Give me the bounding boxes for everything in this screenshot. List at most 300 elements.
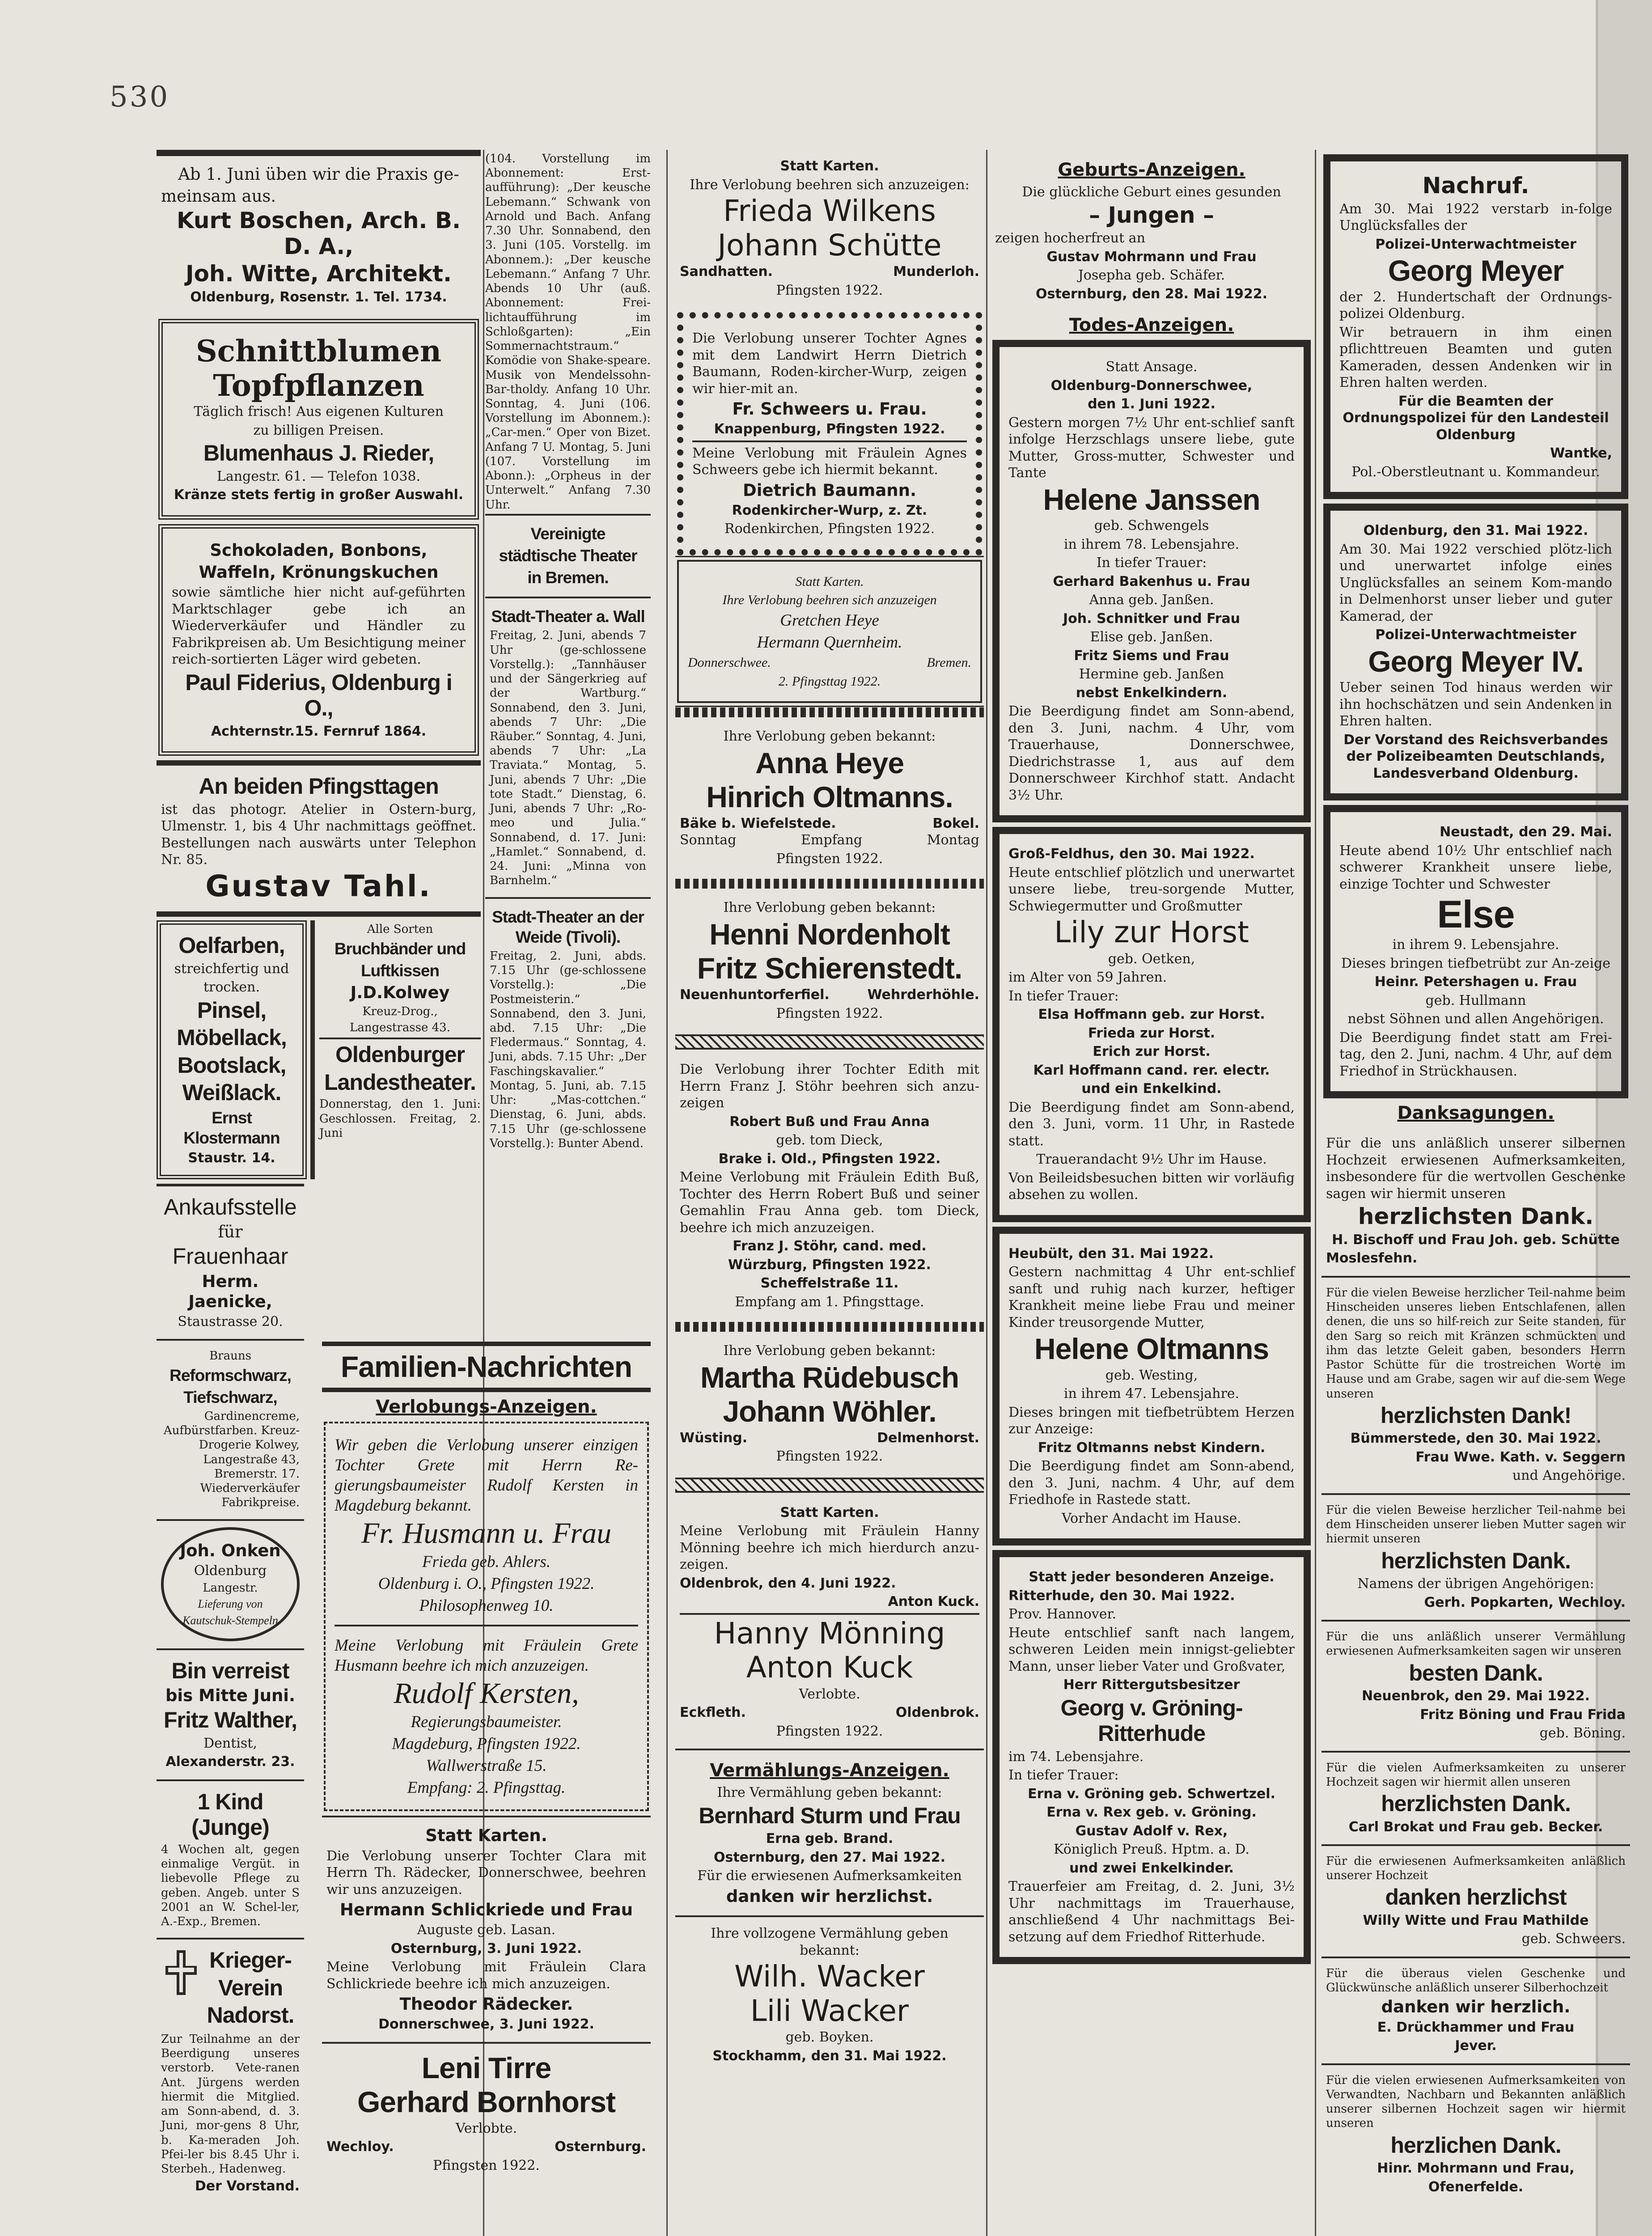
obituary-meyer [1323,154,1628,499]
ad-text: Oldenburg [194,1563,267,1579]
notice-text: Neuenbrok, den 29. Mai 1922. [1361,1688,1590,1704]
notice-text: Empfang am 1. Pfingsttage. [735,1294,924,1310]
theater-title: in Bremen. [527,568,609,587]
notice-text: Osternburg, den 28. Mai 1922. [1035,286,1268,302]
notice-place-right: Bokel. [932,815,979,831]
notice-text: Ihre Verlobung beehren sich anzuzeigen [722,593,937,608]
notice-text: Am 30. Mai 1922 verschied plötz-lich und unerwartet infolge eines Unglücksfalles an seinem Kom-mando in Delmenhorst unser lieber und guter Kamerad, der [1339,541,1612,624]
ad-title: Nadorst. [207,2003,294,2028]
notice-text: geb. Hullmann [1425,992,1526,1008]
column-rule [986,150,987,2236]
notice-text: Oldenbrok, den 4. Juni 1922. [680,1575,896,1591]
notice-text: Empfang [801,832,863,848]
notice-text: geb. Oetken, [1108,951,1195,967]
ad-text: Dentist, [203,1735,257,1751]
notice-text: Prov. Hannover. [1008,1606,1117,1622]
notice-place-left: Sandhatten. [680,264,773,280]
notice-text: Donnerschwee, 3. Juni 1922. [378,2016,594,2033]
notice-name: Carl Brokat und Frau geb. Becker. [1348,1819,1603,1835]
notice-name: Heinr. Petershagen u. Frau [1374,974,1577,990]
notice-text: nebst Söhnen und allen Angehörigen. [1347,1011,1604,1027]
notice-name: Fr. Husmann u. Frau [361,1517,612,1550]
notice-text: im Alter von 59 Jahren. [1008,970,1167,986]
notice-text: Ihre Vermählung geben bekannt: [717,1785,942,1801]
notice-text: Stockhamm, den 31. Mai 1922. [712,2048,947,2064]
notice-title: danken herzlichst [1385,1885,1567,1910]
notice-name: Gretchen Heye [780,611,879,630]
ad-title: Waffeln, Krönungskuchen [199,563,439,582]
notice-text: geb. Boyken. [785,2029,874,2045]
family-news [322,1342,651,2236]
notice-name: Franz J. Stöhr, cand. med. [733,1238,927,1254]
notice-text: geb. Schwengels [1094,518,1209,534]
notice-text: im 74. Lebensjahre. [1008,1749,1144,1765]
notice-name: Dietrich Baumann. [742,480,917,500]
notice-text: Für die erwiesenen Aufmerksamkeiten anläßlich unserer Hochzeit [1326,1855,1626,1883]
ad-text: Alle Sorten [367,923,433,936]
theater-title: Stadt-Theater an der Weide (Tivoli). [492,907,644,946]
notice-text: Osternburg, den 27. Mai 1922. [713,1849,946,1865]
notice-text: Pol.-Oberstleutnant u. Kommandeur. [1351,464,1600,480]
ad-title: Tiefschwarz, [183,1388,277,1406]
notice-geburt [991,150,1313,311]
notice-name: Fritz Schierenstedt. [697,952,962,985]
notice-place-left: Eckfleth. [680,1705,746,1721]
ad-address: Oldenburg, Rosenstr. 1. Tel. 1734. [190,289,447,305]
section-subtitle: Vermählungs-Anzeigen. [710,1760,949,1781]
notice-text: in ihrem 47. Lebensjahre. [1063,1386,1240,1402]
theater-bremen [485,514,651,597]
ad-tahl [157,760,481,911]
ad-row [157,911,481,1179]
notice-text: Dieses bringen tiefbetrübt zur An-zeige [1341,955,1610,971]
ad-text: für [218,1222,243,1242]
ad-title: Schokoladen, Bonbons, [210,540,428,560]
notice-text: Sonntag [680,832,737,848]
ad-title: Schnittblumen [196,334,441,369]
notice-title: Statt jeder besonderen Anzeige. [1029,1569,1275,1585]
mourner-name: und zwei Enkelkinder. [1069,1860,1234,1876]
ad-heading [201,1946,300,2030]
ad-kind [157,1779,304,1938]
notice-text: Brake i. Old., Pfingsten 1922. [718,1151,941,1167]
column-4 [991,150,1313,2236]
mourner-name: Fritz Oltmanns nebst Kindern. [1038,1440,1266,1456]
notice-name: Georg Meyer IV. [1368,644,1584,678]
ad-stack [157,1184,304,2204]
notice-name: Gerh. Popkarten, Wechloy. [1424,1594,1626,1610]
notice-text: Ihre Verlobung geben bekannt: [723,728,936,745]
notice-text: Scheffelstraße 11. [760,1275,899,1292]
ad-title: Reformschwarz, [169,1366,291,1385]
thanks-drueckhammer [1322,1956,1630,2063]
mourner-name: Fritz Siems und Frau [1074,648,1229,664]
ad-jaenicke [157,1186,304,1339]
notice-text: Heute abend 10½ Uhr entschlief nach schwerer Krankheit unsere liebe, einzige Tochter und Schwester [1339,843,1612,892]
ornament-border [675,1478,984,1493]
theater-title: Vereinigte [530,524,606,543]
notice-text: Für die uns anläßlich unserer Vermählung erwiesenen Aufmerksamkeiten sagen wir unseren [1326,1630,1626,1658]
notice-title: herzlichsten Dank. [1381,1548,1571,1573]
notice-text: Von Beileidsbesuchen bitten wir vorläufig absehen zu wollen. [1008,1170,1295,1203]
notice-name: H. Bischoff und Frau Joh. geb. Schütte [1332,1232,1620,1248]
notice-text: Heute entschlief sanft nach langem, schweren Leiden mein innigst-geliebter Mann, unser lieber Vater und Großvater, [1008,1625,1295,1674]
ornament-border [675,1034,984,1050]
notice-text: Der Vorstand des Reichsverbandes der Polizeibeamten Deutschlands, Landesverband Oldenburg. [1343,732,1608,781]
thanks-boening [1322,1620,1630,1750]
notice-text: Bümmerstede, den 30. Mai 1922. [1350,1431,1601,1447]
notice-text: in ihrem 78. Lebensjahre. [1063,536,1240,552]
ad-title: Ankaufsstelle [164,1194,297,1220]
ad-text: streichfertig und [174,961,289,977]
notice-places [680,1430,979,1447]
ad-text: sowie sämtliche hier nicht auf-geführten Marktschlager gebe ich an Wiederverkäufer und Händler zu Fabrikpreisen ab. Um Besichtigung meiner reich-sortierten Läger wird gebeten. [172,584,466,668]
notice-text: den 1. Juni 1922. [1088,396,1216,412]
ad-text: Möbellack, [177,1025,287,1050]
mourner-name: Gustav Adolf v. Rex, [1075,1823,1228,1839]
notice-places [688,654,971,671]
notice-name: Helene Janssen [1043,483,1260,516]
notice-name: Fritz Böning und Frau Frida [1420,1707,1626,1723]
notice-text: Für die Beamten der Ordnungspolizei für den Landesteil Oldenburg [1343,393,1609,443]
notice-date: Pfingsten 1922. [776,1448,883,1465]
thanks-seggern [1322,1276,1630,1493]
notice-name: Anton Kuck [746,1650,913,1685]
ad-kolwey2 [157,1339,304,1519]
notice-sturm [675,1749,984,1915]
notice-wacker [675,1915,984,2073]
ad-title: 1 Kind (Junge) [191,1789,269,1840]
ad-address: Langestrasse 43. [350,1021,450,1035]
notice-text: Die Beerdigung findet am Sonn-abend, den 3. Juni, nachm. 4 Uhr, auf dem Friedhofe in Rastede statt. [1008,1458,1295,1508]
notice-text: Meine Verlobung mit Fräulein Grete Husmann beehre ich mich anzuzeigen. [335,1636,638,1675]
ad-text: Ab 1. Juni üben wir die Praxis ge- [178,165,459,184]
notice-text: Groß-Feldhus, den 30. Mai 1922. [1008,846,1255,862]
mourner-name: nebst Enkelkindern. [1076,685,1228,701]
ad-text: Langestr. [203,1581,258,1595]
divider [680,1613,979,1615]
ad-title: Verein [218,1975,283,2000]
notice-name: Hinr. Mohrmann und Frau, [1377,2160,1575,2176]
mourner-name: Elsa Hoffmann geb. zur Horst. [1038,1007,1265,1023]
ornament-border [675,879,984,889]
ad-text: Zur Teilnahme an der Beerdigung unseres verstorb. Vete-ranen Ant. Jürgens werden hiermit die Mitglied. am Sonn-abend, d. 3. Juni, mor-gens 8 Uhr, b. Ka-meraden Joh. Pfei-ler bis 8.45 Uhr i. Sterbeh., Hadenweg. [161,2032,300,2176]
notice-text: Oldenburg i. O., Pfingsten 1922. [378,1574,595,1593]
family-news-header [322,1342,651,1392]
ad-name: Paul Fiderius, Oldenburg i O., [185,669,452,721]
ad-name: J.D.Kolwey [350,982,450,1002]
notice-name: Johann Schütte [717,228,942,263]
notice-place-left: Bäke b. Wiefelstede. [680,815,836,831]
notice-text: zeigen hocherfreut an [995,230,1145,246]
notice-text: Herr Rittergutsbesitzer [1063,1677,1240,1693]
notice-name: Georg Meyer [1388,254,1564,287]
ad-address: Alexanderstr. 23. [165,1754,295,1770]
notice-text: Gestern morgen 7½ Uhr ent-schlief sanft infolge Herzschlags unsere liebe, gute Mutter, Gross-mutter, Schwester und Tante [1008,415,1295,481]
column-5 [1322,150,1630,2236]
notice-name: Frieda Wilkens [723,194,936,228]
mourner-name: Joh. Schnitker und Frau [1063,610,1241,627]
notice-text: Am 30. Mai 1922 verstarb in-folge Unglücksfalles der [1339,201,1612,233]
ad-text: Brauns [209,1349,251,1363]
notice-text: Frieda geb. Ahlers. [422,1552,551,1571]
notice-name: Wantke, [1550,445,1612,462]
notice-text: Wir geben die Verlobung unserer einzigen Tochter Grete mit Herrn Re-gierungsbaumeister Rudolf Kersten in Magdeburg bekannt. [335,1436,638,1515]
divider [335,1625,638,1626]
notice-text: In tiefer Trauer: [1008,988,1119,1004]
obituary-meyer-iv [1323,504,1628,800]
theater-title: Stadt-Theater a. Wall [491,607,645,626]
notice-text: Ritterhude, den 30. Mai 1922. [1008,1588,1235,1604]
notice-name: Johann Wöhler. [723,1395,936,1428]
notice-text: Rodenkirchen, Pfingsten 1922. [724,521,935,537]
ad-text: 4 Wochen alt, gegen einmalige Vergüt. in liebevolle Pflege zu geben. Angeb. unter S 2001 an W. Schel-ler, A.-Exp., Bremen. [161,1842,300,1929]
notice-place-left: Donnerschwee. [688,655,771,670]
notice-place-right: Delmenhorst. [877,1430,979,1446]
ad-text: bis Mitte Juni. [165,1686,296,1706]
notice-title: Statt Karten. [425,1826,547,1846]
notice-text: In tiefer Trauer: [1008,1767,1119,1783]
thanks-mohrmann [1322,2063,1630,2204]
notice-title: Statt Karten. [780,158,879,174]
ad-klostermann [157,920,307,1179]
obituary-horst [992,827,1311,1222]
ad-text: Bootslack, [177,1052,286,1078]
thanks-witte [1322,1844,1630,1956]
section-subtitle: Danksagungen. [1397,1103,1555,1124]
notice-text: Die Verlobung unserer Tochter Clara mit Herrn Th. Rädecker, Donnerschwee, beehren wir uns anzuzeigen. [326,1848,646,1897]
notice-text: Für die vielen Aufmerksamkeiten zu unserer Hochzeit sagen wir hiermit allen unseren [1326,1761,1626,1789]
column-rule [1315,150,1316,2236]
thanks-becker [1322,1751,1630,1844]
notice-text: Osternburg, 3. Juni 1922. [390,1940,582,1956]
notice-name: Bernhard Sturm und Frau [699,1803,961,1828]
notice-places [326,2139,646,2156]
notice-text: Polizei-Unterwachtmeister [1375,627,1576,643]
theater-program: Freitag, 2. Juni, abds. 7.15 Uhr (ge-schlossene Vorstellg.): „Die Postmeisterin.“ Sonnabend, den 3. Juni, abd. 7.15 Uhr: „Die Fledermaus.“ Sonntag, 4. Juni, abds. 7.15 Uhr: „Der Faschingskavalier.“ Montag, 5. Juni, ab. 7.15 Uhr: „Mas-cottchen.“ Dienstag, 6. Juni, abds. 7.15 Uhr (ge-schlossene Vorstellg.): Bunter Abend. [490,949,646,1150]
notice-name: Fr. Schweers u. Frau. [732,399,927,419]
notice-text: in ihrem 9. Lebensjahre. [1392,937,1559,953]
notice-text: Die Beerdigung findet am Sonn-abend, den 3. Juni, vorm. 11 Uhr, in Rastede statt. [1008,1099,1295,1149]
notice-name: Wilh. Wacker [734,1959,925,1994]
theater-weide [485,897,651,1160]
ad-title: Topfpflanzen [213,368,424,403]
notice-name: Robert Buß und Frau Anna [729,1114,930,1130]
theater-title: städtische Theater [499,546,637,565]
notice-text: Die Verlobung unserer Tochter Agnes mit dem Landwirt Herrn Dietrich Baumann, Roden-kircher-Wurp, zeigen wir hier-mit an. [692,330,967,397]
notice-name: Willy Witte und Frau Mathilde [1363,1912,1589,1928]
notice-text: Für die vielen erwiesenen Aufmerksamkeiten von Verwandten, Nachbarn und Bekannten anläßlich unserer silbernen Hochzeit sagen wir hiermit unseren [1326,2073,1626,2130]
ad-title: Oldenburger [335,1042,465,1067]
notice-name: Gerhard Bornhorst [357,2085,616,2119]
notice-name: Henni Nordenholt [709,917,950,951]
notice-text: Montag [927,832,979,848]
ad-text: Gardinencreme, Aufbürstfarben. Kreuz-Drogerie Kolwey, Langestraße 43, Bremerstr. 17. Wiederverkäufer Fabrikpreise. [163,1409,300,1510]
section-subtitle: Geburts-Anzeigen. [1058,160,1245,180]
ad-rieder [158,319,479,520]
notice-title: Statt Karten. [780,1504,879,1520]
notice-text: Oldenburg, den 31. Mai 1922. [1363,523,1588,539]
divider [692,440,967,442]
notice-place-right: Bremen. [927,655,971,670]
notice-text: Heute entschlief plötzlich und unerwartet unsere liebe, treu-sorgende Mutter, Schwiegermutter und Großmutter [1008,864,1295,914]
notice-place-left: Wüsting. [680,1430,748,1446]
ad-title: Krieger- [209,1948,292,1973]
notice-title: herzlichsten Dank. [1358,1203,1594,1230]
notice-text: Philosophenweg 10. [419,1596,554,1615]
ornament-border [675,707,984,717]
ad-text: Täglich frisch! Aus eigenen Kulturen [194,404,444,420]
notice-heye [677,560,982,703]
notice-title: herzlichsten Dank! [1380,1402,1572,1428]
notice-name: Lili Wacker [750,1993,909,2028]
notice-text: Ihre vollzogene Vermählung geben bekannt: [711,1926,949,1958]
theater-wall [485,597,651,897]
notice-text: Für die erwiesenen Aufmerksamkeiten [697,1868,962,1884]
stamp-oval [161,1527,300,1641]
notice-title: herzlichen Dank. [1390,2132,1561,2158]
ad-title: Bin verreist [171,1658,289,1683]
notice-text: Wallwerstraße 15. [426,1757,547,1775]
ad-text: Pinsel, [197,997,267,1023]
notice-text: Ihre Verlobung beehren sich anzuzeigen: [690,177,970,193]
notice-text: Regierungsbaumeister. [411,1712,562,1731]
notice-text: Empfang: 2. Pfingsttag. [407,1779,566,1797]
ad-name: Herm. Jaenicke, [188,1271,272,1311]
notice-text: Moslesfehn. [1326,1250,1418,1266]
ad-text: zu billigen Preisen. [253,422,384,438]
notice-name: Anna Heye [755,746,904,779]
notice-buss [675,1053,984,1319]
notice-husmann [324,1422,649,1812]
notice-place-left: Wechloy. [326,2139,394,2155]
notice-name: E. Drückhammer und Frau [1377,2019,1575,2035]
ad-text: trocken. [203,979,260,995]
mourner-name: Karl Hoffmann cand. rer. electr. [1033,1062,1270,1078]
ad-fiderius [158,524,479,756]
notice-text: Meine Verlobung mit Fräulein Agnes Schweers gebe ich hiermit bekannt. [692,445,967,478]
ad-text: meinsam aus. [161,186,276,206]
notice-text: geb. tom Dieck, [776,1132,883,1148]
ad-name: Joh. Witte, Architekt. [185,261,452,287]
notice-text: danken wir herzlichst. [726,1886,933,1906]
notice-text: geb. Schweers. [1521,1931,1626,1947]
ad-text: Kränze stets fertig in großer Auswahl. [174,487,464,503]
ad-address: Staustr. 14. [188,1150,275,1166]
mourner-name: Erna v. Rex geb. v. Gröning. [1046,1804,1257,1821]
notice-ruedebusch [675,1334,984,1474]
ad-name: Blumenhaus J. Rieder, [203,440,434,466]
notice-place-left: Neuenhuntorferfiel. [680,987,830,1003]
ad-title: Landestheater. [324,1069,476,1095]
notice-name: Hinrich Oltmanns. [706,780,953,814]
notice-title: herzlichsten Dank. [1381,1791,1571,1816]
mourner-name: und ein Enkelkind. [1081,1081,1222,1097]
notice-date: Pfingsten 1922. [776,282,883,298]
page-number: 530 [110,80,170,114]
section-title: Familien-Nachrichten [340,1350,632,1383]
ad-walther [157,1648,304,1779]
ad-name: Kurt Boschen, Arch. B. D. A., [177,208,461,259]
notice-name: Hanny Mönning [714,1616,945,1651]
thanks-bischoff [1322,1127,1630,1276]
ornament-border [675,1322,984,1332]
notice-title: Statt Karten. [795,574,864,589]
notice-text: geb. Böning. [1539,1725,1626,1741]
notice-text: Oldenburg-Donnerschwee, [1051,377,1253,394]
notice-text: Die Beerdigung findet am Sonn-abend, den 3. Juni, nachm. 4 Uhr, vom Trauerhause, Donnerschwee, Diedrichstrasse 1, aus auf dem Donnerschweer Kirchhof statt. Andacht 3½ Uhr. [1008,703,1295,803]
notice-name: – Jungen – [1089,202,1214,228]
notice-name: Anton Kuck. [888,1594,979,1610]
notice-text: Die glückliche Geburt eines gesunden [1022,184,1281,200]
notice-text: Für die überaus vielen Geschenke und Glückwünsche anläßlich unserer Silberhochzeit [1326,1966,1626,1995]
notice-date: 2. Pfingsttag 1922. [778,673,881,689]
ad-boschen [157,150,481,314]
notice-text: Meine Verlobung mit Fräulein Edith Buß, Tochter des Herrn Robert Buß und seiner Gemahlin Frau Anna geb. tom Dieck, beehre ich mich anzuzeigen. [680,1169,979,1236]
notice-text: Josepha geb. Schäfer. [1078,267,1225,283]
notice-place-right: Munderloh. [893,264,979,280]
notice-text: Vorher Andacht im Hause. [1062,1510,1241,1526]
notice-name: Hermann Schlickriede und Frau [339,1900,633,1920]
notice-text: Gestern nachmittag 4 Uhr ent-schlief sanft und ruhig nach kurzer, heftiger Krankheit meine liebe Frau und meiner Kinder treusorgende Mutter, [1008,1264,1295,1330]
notice-title: Nachruf. [1422,173,1529,199]
ad-name: Ernst Klostermann [183,1108,280,1147]
obituary-groening [992,1550,1311,1964]
notice-places [680,987,979,1004]
ad-title: Luftkissen [360,961,440,980]
column-3 [675,150,984,2236]
ad-text: Oelfarben, [178,933,285,958]
notice-name: Rudolf Kersten, [394,1677,579,1710]
notice-name: Hermann Quernheim. [757,633,902,652]
ad-onken [157,1519,304,1648]
notice-title: danken wir herzlich. [1381,1997,1571,2017]
notice-date: Pfingsten 1922. [776,851,883,867]
ad-text: Lieferung von [198,1597,263,1611]
mourner-name: Frieda zur Horst. [1088,1025,1216,1041]
notice-text: Ihre Verlobung geben bekannt: [723,1343,936,1359]
ad-name: Fritz Walther, [163,1707,297,1733]
notice-nordenholt [675,891,984,1031]
notice-place-right: Osternburg. [555,2139,646,2155]
notice-text: Heubült, den 31. Mai 1922. [1008,1245,1214,1262]
notice-text: Trauerfeier am Freitag, d. 2. Juni, 3½ Uhr nachmittags im Trauerhause, anschließend 4 Uhr nachmittags Bei-setzung auf dem Friedhof Ritterhude. [1008,1879,1295,1945]
notice-date: Pfingsten 1922. [433,2157,540,2173]
mourner-name: Hermine geb. Janßen [1079,666,1224,682]
notice-place-right: Oldenbrok. [895,1705,979,1721]
iron-cross-icon [161,1946,201,1999]
notice-text: Für die vielen Beweise herzlicher Teil-nahme bei dem Hinscheiden unserer lieben Mutter sagen wir hiermit unseren [1326,1503,1626,1546]
section-subtitle: Verlobungs-Anzeigen. [376,1396,597,1417]
notice-text: Die Beerdigung findet statt am Frei-tag, den 2. Juni, nachm. 4 Uhr, auf dem Friedhof in Strückhausen. [1339,1029,1612,1079]
notice-text: Polizei-Unterwachtmeister [1375,236,1576,252]
column-2 [485,150,651,1341]
notice-date: Pfingsten 1922. [776,1005,883,1021]
theater-program: (104. Vorstellung im Abonnement: Erst-aufführung): „Der keusche Lebemann.“ Schwank von Arnold und Bach. Anfang 7.30 Uhr. Sonnabend, den 3. Juni (105. Vorstellg. im Abonnem.): „Der keusche Lebemann.“ Anfang 7 Uhr. Abends 10 Uhr (auß. Abonnement: Frei-lichtaufführung im Schloßgarten): „Ein Sommernachtstraum.“ Komödie von Shake-speare. Musik von Mendelssohn-Bar-tholdy. Anfang 10 Uhr. Sonntag, 4. Juni (106. Vorstellung im Abonnem.): „Car-men.“ Oper von Bizet. Anfang 7 U. Montag, 5. Juni (107. Vorstellung im Abonn.): „Orpheus in der Unterwelt.“ Anfang 7.30 Uhr. [485,152,651,512]
notice-name: Frau Wwe. Kath. v. Seggern [1415,1449,1626,1465]
ad-title: Frauenhaar [172,1244,288,1269]
notice-text: Ihre Verlobung geben bekannt: [723,900,936,916]
ad-text: ist das photogr. Atelier in Ostern-burg, Ulmenstr. 1, bis 4 Uhr nachmittags geöffnet. Bestellungen nach auswärts unter Telephon Nr. 85. [161,801,476,868]
notice-date: Pfingsten 1922. [776,1723,883,1739]
notice-text: Verlobte. [799,1686,860,1702]
ad-title: Bruchbänder und [334,939,466,958]
notice-text: Wir betrauern in ihm einen pflichttreuen Beamten und guten Kameraden, dessen Andenken wir in Ehren halten werden. [1339,324,1612,391]
notice-text: Würzburg, Pfingsten 1922. [728,1257,931,1273]
notice-title: Statt Ansage. [1106,359,1198,375]
notice-tirre [322,2042,651,2183]
notice-text: Für die uns anläßlich unserer silbernen Hochzeit erwiesenen Aufmerksamkeiten, insbesondere für die wertvollen Geschenke sagen wir hiermit unseren [1326,1135,1626,1202]
